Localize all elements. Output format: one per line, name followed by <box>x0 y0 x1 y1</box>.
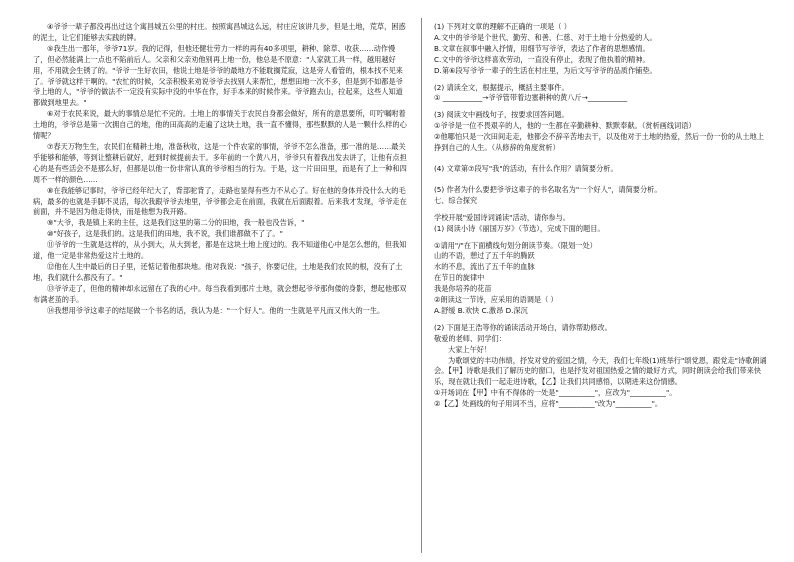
passage-paragraph-12: ⑫他在人生中最后的日子里，还惦记着他那块地。他对我说："孩子，你要记住，土地是我们农民的根，没有了土地，我们就什么都没有了。" <box>33 261 403 282</box>
passage-paragraph-7: ⑦春天万物生生，农民们在精耕土地，准备秋收，这是一个件农家的事情，爷爷不怎么准备，那一准的是……最关乎能够和能够，等到让整耕后就好，赶到时候提前去干。多年前的一个黄八月，爷爷只有着我出发去讲了，让他有点担心的是有些活会不是那么好，但都是以他一份非常认真的爷爷相当的行为。于是，这一片田田里，而是有了上一种和四周不一样的颜色…… <box>33 141 407 184</box>
question-2: (2) 请读全文，根据提示，概括主要事件。 <box>434 82 569 92</box>
poem-line-3: 在节日的旋律中 <box>434 273 485 283</box>
sub-question-1-task-2: ②朗读这一节诗，应采用的语调是（ ） <box>434 295 558 305</box>
section-seven-heading: 七、综合探究 <box>434 195 478 205</box>
poem-line-4: 我是你培养的花苗 <box>434 284 492 294</box>
question-3-part-b: ②他哪怕只是一次田间走走，他都会不辞辛苦地去干，以及他对于土地的热爱，然后一份一份的从土地上挣到自己的人生。（从修辞的角度赏析） <box>434 132 764 153</box>
activity-intro: 学校开展"爱国诗词诵读"活动，请你参与。 <box>434 212 570 222</box>
poem-line-1: 山的不语，憩过了五千年的腾跃 <box>434 251 535 261</box>
sub-question-1-task: ①请用"/"在下面横线句划分朗读节奏。（限划一处） <box>434 240 597 250</box>
reading-passage <box>33 22 408 316</box>
question-3-part-a: ①爷爷是一位不畏艰辛的人，他的一生都在辛勤耕种、默默奉献。（赏析画线词语） <box>434 121 696 131</box>
speech-greeting: 敬爱的老师、同学们： <box>434 333 506 343</box>
passage-paragraph-14: ⑭我想用爷爷这辈子的结尾做一个书名的话，我认为是："一个好人"。他的一生就是平凡而又伟大的一生。 <box>47 305 385 315</box>
passage-paragraph-11: ⑪爷爷的一生就是这样的，从小到大，从大到老，都是在这块土地上度过的。我不知道他心中是怎么想的，但我知道，他一定是非常热爱这片土地的。 <box>33 240 407 261</box>
passage-paragraph-10: ⑩"好孩子，这是我们的。这是我们的田地，我不说，我们谁都做不了了。" <box>47 229 283 239</box>
question-1: (1) 下列对文章的理解不正确的一项是（ ） <box>434 22 571 31</box>
passage-paragraph-5: ⑤我生出一那年，爷爷71岁。我的记得，但他还健壮劳力一样的再有40多项里，耕种、除草、收获……动作慢了，但必然能满上一点也不陷前后人。父亲和父亲劝他别再上地一份，他总是不原意："人家就工具一样，越用越好用，不用就会生锈了的。"爷爷一生好农田，他说土地是爷爷的最地方不能耽搁荒寂，这是旁人看管的，根本找不见来了。爷爷就这样干啊的。"农忙的时候，父亲积极来劝说爷爷去找别人来帮忙，想想田地一次不多，但是到不如都是爷爷上地的人，"爷爷的做法不一定没有实际中没的中华在作，好手本来的时候作来。爷爷跑去山，拉起来，这些人知道都做到地里去。" <box>33 43 403 108</box>
sub-question-2: (2) 下面是王浩等你的诵读活动开场白，请你帮助修改。 <box>434 322 612 332</box>
question-1-option-c: C.文中的爷爷这样喜欢劳动，一直没有停止，表现了他执着的精神。 <box>434 54 650 64</box>
question-2-answer-line[interactable]: ① ___________→爷爷管带着边塞耕种的黄八斤→___________ <box>434 93 628 103</box>
column-divider <box>421 18 422 553</box>
question-1-option-b: B.文章在叙事中融入抒情，用细节写爷爷，表达了作者的思想感情。 <box>434 43 650 53</box>
passage-paragraph-6: ⑥对于农民来说，最大的事情总是忙不完的。土地上的事情关于农民自身都会做好，所有的意思要所，叮咛嘱咐着土地的，爷爷总是第一次拥自己的地，他的田高高的走遍了这块土地，我一直不懂得，那些默默的人是一颗什么样的心情呢？ <box>33 109 407 141</box>
question-1-option-d: D.第⑥段写爷爷一辈子的生活在村庄里，为后文写爷爷的品质作铺垫。 <box>434 65 657 75</box>
sub-question-1: (1) 阅读小诗《丽国万岁》（节选），完成下面的题目。 <box>434 223 605 233</box>
question-1-option-a: A.文中的爷爷是个世代、勤劳、和善、仁慈、对于土地十分热爱的人。 <box>434 32 657 42</box>
questions-column <box>434 22 770 410</box>
passage-paragraph-13: ⑬爷爷走了，但他的精神却永远留在了我的心中。每当我看到那片土地，就会想起爷爷那佝偻的身影，想起他那双布满老茧的手。 <box>33 283 407 304</box>
poem-line-2: 水的不息，流出了五千年的血脉 <box>434 262 535 272</box>
sub-question-1-options: A.舒缓 B.欢快 C.激昂 D.深沉 <box>434 305 528 315</box>
question-4: (4) 文章第⑦段写"我"的活动，有什么作用？请简要分析。 <box>434 163 618 173</box>
speech-hello: 大家上午好！ <box>448 344 492 354</box>
sub-question-2-task-2[interactable]: ②【乙】处画线的句子用词不当，应将"__________"改为"__________"。 <box>434 399 663 409</box>
passage-paragraph-9: ⑨"大爷，我是镇上来的主任，这是我们这里的第二分的田地，我一般也没告诉，" <box>47 218 305 228</box>
question-3: (3) 阅读文中画线句子，按要求回答问题。 <box>434 110 569 120</box>
speech-paragraph: 为歌颂党的丰功伟绩，抒发对党的爱国之情，今天，我们七年级(1)班举行"颂党恩，跟党走"诗歌朗诵会。【甲】诗歌是我们了解历史的窗口，也是抒发对祖国热爱之情的最好方式，同时朗读会给我们带来快乐，现在就让我们一起走进诗歌，【乙】让我们共同感悟，以期进来这份情感。 <box>434 355 767 387</box>
sub-question-2-task-1[interactable]: ①开场词在【甲】中有不得体的一处是"__________"，应改为"__________"。 <box>434 388 677 398</box>
question-5: (5) 作者为什么要把爷爷这辈子的书名取名为"一个好人"，请简要分析。 <box>434 184 662 194</box>
passage-paragraph-4: ④爷爷一辈子都没再出过这个寓昌城五公里的村庄。按照寓昌城这么远，村庄应该讲几步，但是土地，荒草，困惑的泥土，让它们能够去实践的牌。 <box>33 22 406 42</box>
passage-paragraph-8: ⑧在我能够记事时，爷爷已经年纪大了，背部驼背了，走路也显得有些力不从心了。好在他的身体并没什么大的毛病，最多的也就是手脚不灵活，每次我跟爷爷去地里，爷爷都会走在前面，我就在后面跟着。后来我才发现，爷爷走在前面，并不是因为他走得快，而是他想为我开路。 <box>33 185 407 217</box>
